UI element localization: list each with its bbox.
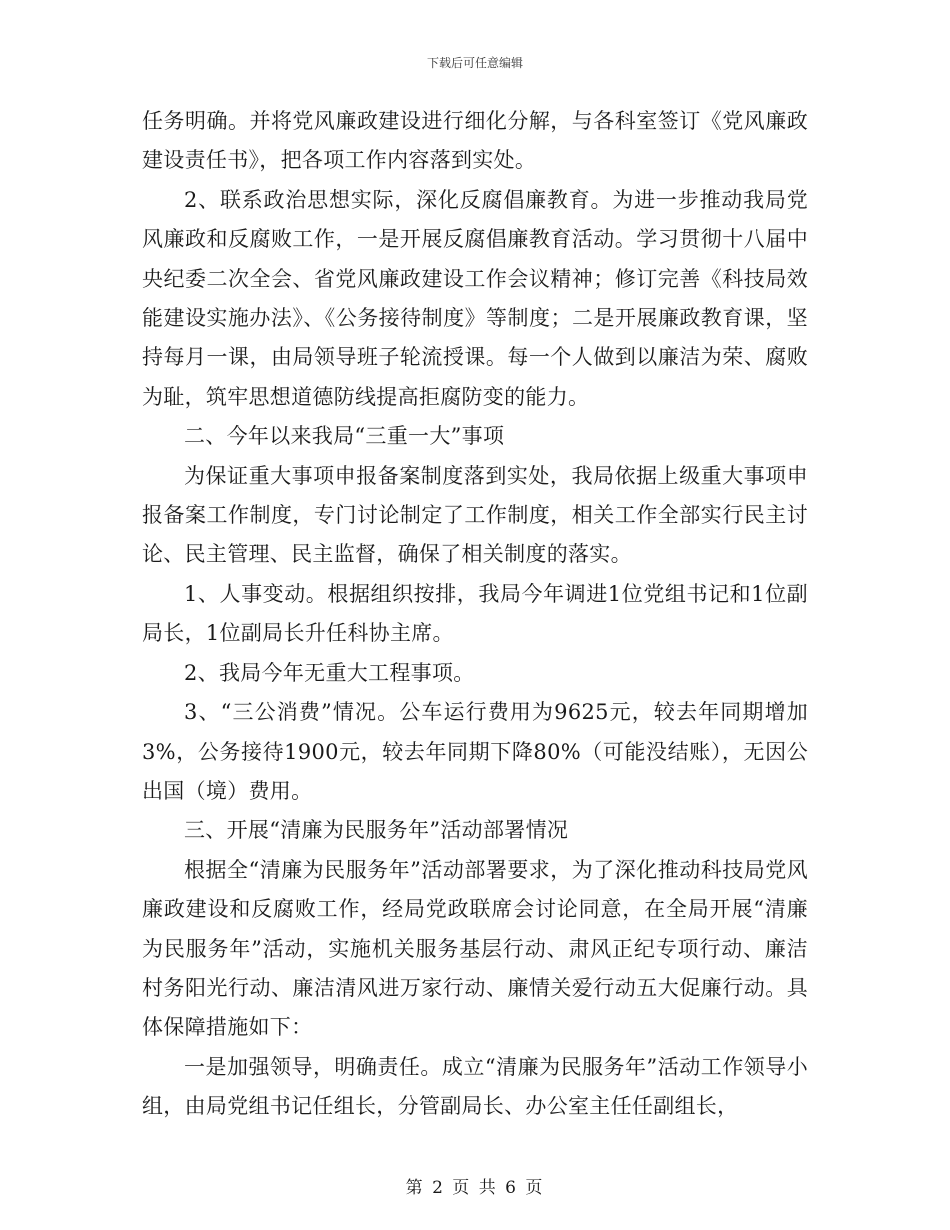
paragraph-expenses: 3、“三公消费”情况。公车运行费用为9625元，较去年同期增加3%，公务接待1900元，较去年同期下降80%（可能没结账），无因公出国（境）费用。 <box>142 700 808 803</box>
paragraph-item-education: 2、联系政治思想实际，深化反腐倡廉教育。为进一步推动我局党风廉政和反腐败工作，一是开展反腐倡廉教育活动。学习贯彻十八届中央纪委二次全会、省党风廉政建设工作会议精神；修订完善《科技局效能建设实施办法》、《公务接待制度》等制度；二是开展廉政教育课，坚持每月一课，由局领导班子轮流授课。每一个人做到以廉洁为荣、腐败为耻，筑牢思想道德防线提高拒腐防变的能力。 <box>142 187 808 409</box>
paragraph-continuation: 任务明确。并将党风廉政建设进行细化分解，与各科室签订《党风廉政建设责任书》，把各项工作内容落到实处。 <box>142 109 808 173</box>
section-heading-three: 三、开展“清廉为民服务年”活动部署情况 <box>184 818 569 843</box>
paragraph-personnel: 1、人事变动。根据组织按排，我局今年调进1位党组书记和1位副局长，1位副局长升任科协主席。 <box>142 581 808 646</box>
page-header-note: 下载后可任意编辑 <box>426 56 523 70</box>
section-heading-two: 二、今年以来我局“三重一大”事项 <box>184 424 505 449</box>
paragraph-projects: 2、我局今年无重大工程事项。 <box>184 660 475 685</box>
page-number: 第 2 页 共 6 页 <box>405 1178 545 1198</box>
document-body <box>142 102 808 1127</box>
paragraph-filing-system: 为保证重大事项申报备案制度落到实处，我局依据上级重大事项申报备案工作制度，专门讨论制定了工作制度，相关工作全部实行民主讨论、民主管理、民主监督，确保了相关制度的落实。 <box>142 463 808 567</box>
paragraph-leadership: 一是加强领导，明确责任。成立“清廉为民服务年”活动工作领导小组，由局党组书记任组长，分管副局长、办公室主任任副组长， <box>142 1054 808 1119</box>
paragraph-activity-plan: 根据全“清廉为民服务年”活动部署要求，为了深化推动科技局党风廉政建设和反腐败工作，经局党政联席会讨论同意，在全局开展“清廉为民服务年”活动，实施机关服务基层行动、肃风正纪专项行动、廉洁村务阳光行动、廉洁清风进万家行动、廉情关爱行动五大促廉行动。具体保障措施如下： <box>142 857 808 1040</box>
